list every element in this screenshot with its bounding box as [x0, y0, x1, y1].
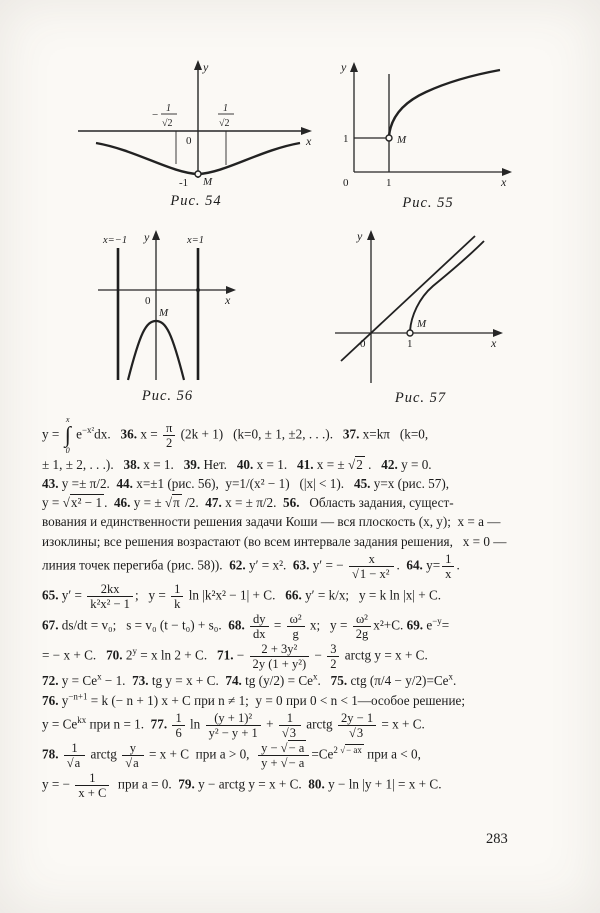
x-tick-label: 1 — [386, 177, 392, 188]
text-line: = − x + C. 70. $2^y = x$ ln 2 + C. 71. − $\frac{\text{2 + 3y²}}{\text{2y (1 + y²)}}$ − $\frac{3}{2}$ arctg y = x + C. — [42, 642, 428, 672]
text-line: y = √x² − 1 . 46. y = ± √π /2. 47. x = ± π/2. 56. Область задания, сущест- — [42, 495, 454, 511]
x-axis-label: x — [225, 293, 231, 307]
left-frac-num: 1 — [166, 103, 171, 114]
curve-55 — [389, 70, 500, 136]
text-line: изоклины; все решения возрастают (во всем интервале задания решения, x = 0 — — [42, 533, 507, 549]
text-line: 65. y′ = $\frac{2kx}{\text{k²x² − 1}}$ ; y = $\frac{1}{k}$ ln |k²x² − 1| + C. 66. y′ = k/x; y = k ln |x| + C. — [42, 582, 442, 612]
x-tick-label: 1 — [407, 338, 413, 350]
axis-tick-dot — [196, 288, 200, 292]
point-M-label: M — [203, 176, 213, 188]
min-value-label: -1 — [179, 177, 189, 189]
left-frac-sign: − — [152, 109, 159, 121]
figure-57-caption: Рис. 57 — [394, 390, 447, 406]
origin-label: 0 — [343, 177, 349, 188]
figure-55-caption: Рис. 55 — [402, 195, 454, 211]
figure-54-caption: Рис. 54 — [170, 193, 222, 209]
point-M-marker — [407, 330, 413, 336]
left-frac-den: √2 — [162, 118, 173, 129]
text-line: 78. $\frac{1}{√a}$ arctg $\frac{y}{√a}$ = x + C при a > 0, $\frac{y - √- a}{y + √- a}$ $=Ce^{2 √- ax}$ при a < 0, — [42, 740, 421, 770]
point-M-label: M — [417, 318, 427, 330]
figure-56 — [90, 228, 245, 383]
point-M-label: M — [159, 307, 169, 319]
text-line: линия точек перегиба (рис. 58)). 62. y′ = x². 63. y′ = − $\frac{x}{\text{√1 − x²}}$ . 64. y= $\frac{1}{x}$ . — [42, 551, 460, 581]
y-axis-label: y — [203, 60, 209, 74]
y-axis-arrow — [367, 230, 375, 240]
figure-57 — [333, 228, 508, 386]
x-axis-label: x — [306, 134, 312, 148]
origin-label: 0 — [186, 135, 192, 147]
text-line: y = − $\frac{1}{x + C}$ при a = 0. 79. y − arctg y = x + C. 80. y − ln |y + 1| = x + C. — [42, 770, 442, 800]
text-line: вования и единственности решения задачи Коши — вся плоскость (x, y); x = a — — [42, 514, 501, 530]
right-frac-den: √2 — [219, 118, 230, 129]
asymptote-right-label: x=1 — [187, 235, 204, 246]
y-axis-arrow — [194, 60, 202, 70]
y-axis-arrow — [152, 230, 160, 240]
figure-56-caption: Рис. 56 — [141, 388, 194, 404]
text-line: 76. $y^{-n+1} = k$ (− n + 1) x + C при n ≠ 1; y = 0 при 0 < n < 1—особое решение; — [42, 691, 466, 708]
text-line: 43. y =± π/2. 44. x=±1 (рис. 56), y=1/(x² − 1) (|x| < 1). 45. y=x (рис. 57), — [42, 476, 450, 492]
point-M-marker — [195, 171, 201, 177]
figure-55 — [338, 60, 518, 188]
y-tick-label: 1 — [343, 133, 349, 145]
origin-label: 0 — [145, 295, 151, 307]
x-axis-label: x — [491, 336, 497, 350]
figure-54 — [76, 58, 316, 190]
y-axis-label: y — [144, 230, 150, 244]
x-axis-label: x — [501, 175, 507, 188]
y-axis-label: y — [357, 229, 363, 243]
text-line: y = x ∫ 0 $e^{-x^2}dx$. 36. x = $\frac{\pi}{2}$ (2k + 1) (k=0, ± 1, ±2, . . .). 37. x=kπ (k=0, — [42, 415, 429, 455]
text-line: 67. ds/dt = v₀; s = v₀ (t − t₀) + s₀. 68. $\frac{dy}{dx}$ = $\frac{\text{ω²}}{g}$ x; y = $\frac{\text{ω²}}{2g}$ x²+C. 69. $e^{-y}=$ — [42, 612, 450, 642]
point-M-label: M — [397, 134, 407, 146]
page-number: 283 — [486, 831, 508, 847]
y-axis-label: y — [341, 60, 347, 74]
text-line: ± 1, ± 2, . . .). 38. x = 1. 39. Нет. 40. x = 1. 41. x = ± √2 . 42. y = 0. — [42, 456, 432, 472]
point-M-marker — [386, 135, 392, 141]
answers-text — [42, 416, 566, 801]
y-axis-arrow — [350, 62, 358, 72]
text-line: 72. $y = Ce^x - 1$. 73. tg y = x + C. 74. tg $(y/2) = Ce^x$. 75. ctg $(\pi/4 - y/2)=Ce^x$. — [42, 671, 457, 689]
right-frac-num: 1 — [223, 103, 228, 114]
origin-label: 0 — [360, 338, 366, 350]
asymptote-left-label: x=−1 — [103, 235, 128, 246]
text-line: $y = Ce^{kx}$ при n = 1. 77. $\frac{1}{6}$ ln $\frac{\text{(y + 1)²}}{\text{y² − y + 1}}$ + $\frac{1}{√3}$ arctg $\frac{2y - 1}{√3}$ = x + C. — [42, 710, 425, 740]
